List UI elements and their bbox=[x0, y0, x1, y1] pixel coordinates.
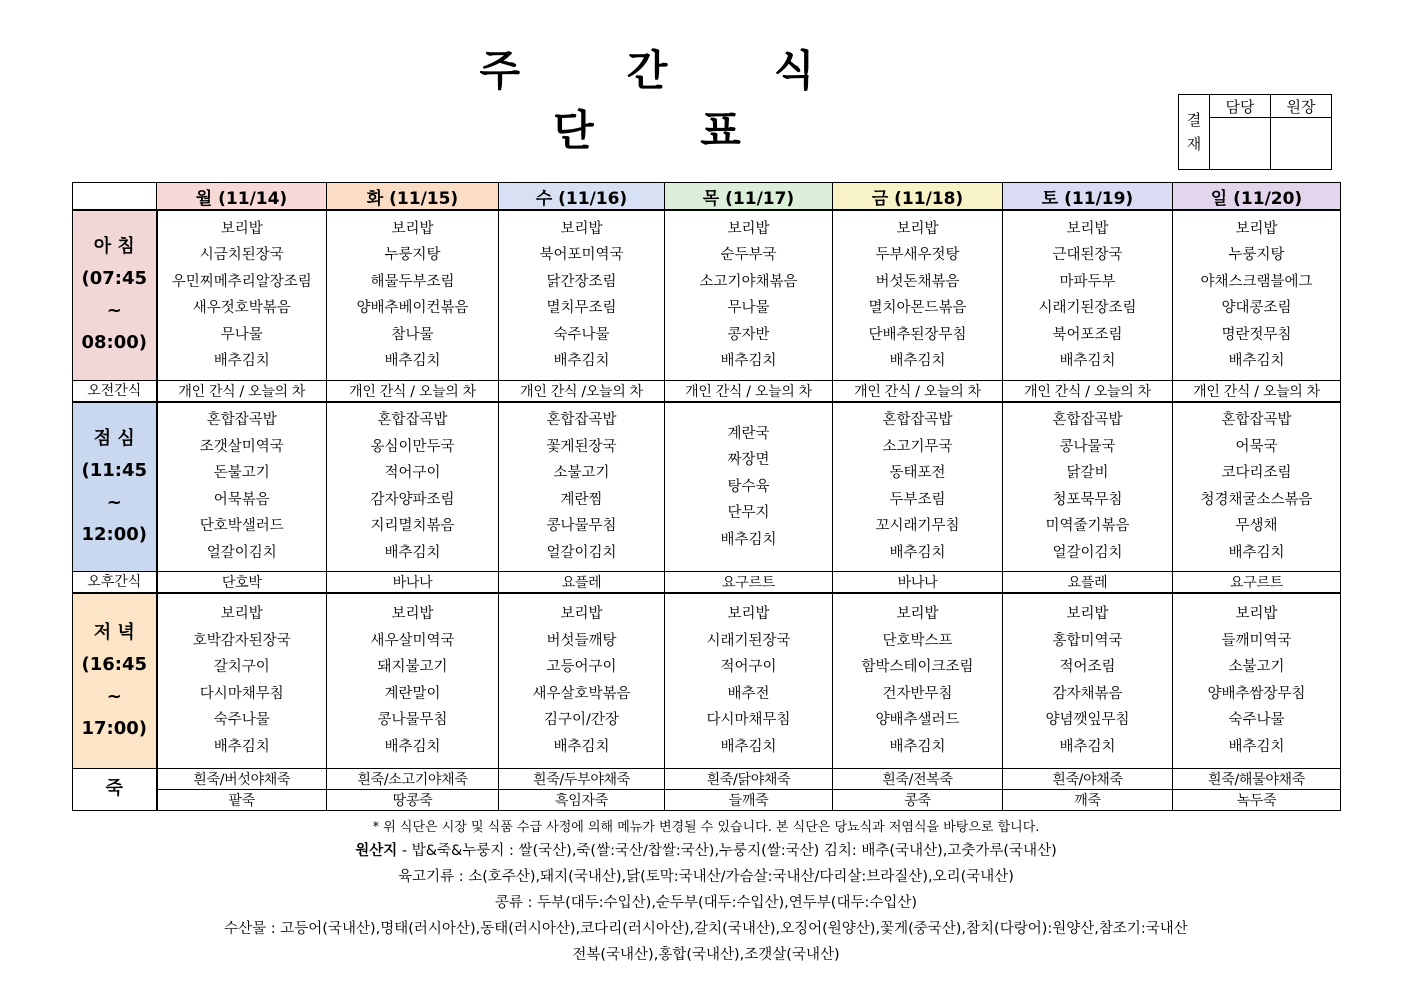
menu-item: 시래기된장조림 bbox=[1038, 300, 1137, 317]
menu-item: 멸치아몬드볶음 bbox=[868, 300, 967, 317]
menu-item: 혼합잡곡밥 bbox=[206, 412, 277, 429]
menu-item: 청경채굴소스볶음 bbox=[1200, 491, 1313, 508]
lunch-cell bbox=[1003, 402, 1173, 572]
lunch-label-tilde: ~ bbox=[106, 491, 122, 513]
menu-item: 혼합잡곡밥 bbox=[882, 412, 953, 429]
lunch-label-start: (11:45 bbox=[81, 459, 148, 481]
menu-item: 콩나물국 bbox=[1059, 438, 1116, 455]
lunch-row bbox=[73, 402, 1341, 572]
breakfast-cell bbox=[157, 210, 327, 380]
dinner-label-name: 저 녁 bbox=[93, 621, 135, 643]
day-header-tue: 화 (11/15) bbox=[327, 183, 499, 211]
origin-line-2: 육고기류 : 소(호주산),돼지(국내산),닭(토막:국내산/가슴살:국내산/다리살:브라질산),오리(국내산) bbox=[398, 869, 1014, 885]
menu-item: 미역줄기볶음 bbox=[1045, 518, 1130, 535]
menu-item: 멸치무조림 bbox=[546, 300, 617, 317]
menu-item: 보리밥 bbox=[220, 606, 263, 623]
disclaimer-text: * 위 식단은 시장 및 식품 수급 사정에 의해 메뉴가 변경될 수 있습니다. 본 식단은 당뇨식과 저염식을 바탕으로 합니다. bbox=[372, 820, 1040, 835]
menu-item: 보리밥 bbox=[560, 220, 603, 237]
menu-item: 단배추된장무침 bbox=[868, 326, 967, 343]
breakfast-cell bbox=[665, 210, 833, 380]
dinner-cell bbox=[499, 593, 665, 768]
menu-item: 배추김치 bbox=[1228, 353, 1285, 370]
menu-item: 콩나물무침 bbox=[546, 518, 617, 535]
menu-item: 배추김치 bbox=[384, 738, 441, 755]
porridge-cell: 팥죽 bbox=[157, 789, 327, 810]
origin-grain: - 밥&죽&누룽지 : 쌀(국산),죽(쌀:국산/찹쌀:국산),누룽지(쌀:국산) 김치: 배추(국내산),고춧가루(국내산) bbox=[397, 843, 1057, 859]
menu-item: 명란젓무침 bbox=[1221, 326, 1292, 343]
dinner-cell bbox=[665, 593, 833, 768]
menu-item: 배추김치 bbox=[384, 353, 441, 370]
menu-item: 소불고기 bbox=[1228, 659, 1285, 676]
menu-item: 호박감자된장국 bbox=[192, 632, 291, 649]
breakfast-label bbox=[73, 210, 157, 380]
menu-item: 돈불고기 bbox=[213, 465, 270, 482]
breakfast-label-start: (07:45 bbox=[81, 268, 148, 290]
lunch-cell bbox=[1173, 402, 1341, 572]
origin-line-1 bbox=[72, 838, 1340, 864]
menu-item: 북어포조림 bbox=[1052, 326, 1123, 343]
porridge-cell: 흰죽/야채죽 bbox=[1003, 768, 1173, 789]
am-snack-cell: 개인 간식 / 오늘의 차 bbox=[1003, 380, 1173, 402]
porridge-cell: 흰죽/전복죽 bbox=[833, 768, 1003, 789]
menu-item: 꼬시래기무침 bbox=[875, 518, 960, 535]
menu-item: 고등어구이 bbox=[546, 659, 617, 676]
breakfast-cell bbox=[833, 210, 1003, 380]
menu-item: 얼갈이김치 bbox=[546, 544, 617, 561]
pm-snack-row bbox=[73, 572, 1341, 594]
menu-item: 배추김치 bbox=[720, 738, 777, 755]
am-snack-row bbox=[73, 380, 1341, 402]
menu-item: 양념깻잎무침 bbox=[1045, 712, 1130, 729]
lunch-cell bbox=[157, 402, 327, 572]
menu-item: 북어포미역국 bbox=[539, 247, 624, 264]
pm-snack-cell: 바나나 bbox=[833, 572, 1003, 594]
menu-item: 양배추쌈장무침 bbox=[1207, 685, 1306, 702]
menu-item: 순두부국 bbox=[720, 247, 777, 264]
menu-item: 코다리조림 bbox=[1221, 465, 1292, 482]
menu-item: 배추김치 bbox=[553, 738, 610, 755]
menu-item: 무나물 bbox=[727, 300, 770, 317]
approval-label-1: 결 bbox=[1186, 111, 1202, 129]
menu-item: 새우살호박볶음 bbox=[532, 685, 631, 702]
menu-item: 동태포전 bbox=[889, 465, 946, 482]
dinner-cell bbox=[327, 593, 499, 768]
menu-item: 배추김치 bbox=[384, 544, 441, 561]
menu-item: 다시마채무침 bbox=[706, 712, 791, 729]
menu-item: 들깨미역국 bbox=[1221, 632, 1292, 649]
lunch-cell bbox=[327, 402, 499, 572]
menu-item: 계란찜 bbox=[560, 491, 603, 508]
dinner-cell bbox=[833, 593, 1003, 768]
menu-item: 배추김치 bbox=[213, 353, 270, 370]
menu-item: 보리밥 bbox=[727, 220, 770, 237]
menu-item: 시래기된장국 bbox=[706, 632, 791, 649]
menu-item: 콩나물무침 bbox=[377, 712, 448, 729]
menu-item: 단무지 bbox=[727, 505, 770, 521]
porridge-cell: 흑임자죽 bbox=[499, 789, 665, 810]
porridge-cell: 콩죽 bbox=[833, 789, 1003, 810]
dinner-cell bbox=[1003, 593, 1173, 768]
menu-item: 보리밥 bbox=[896, 220, 939, 237]
dinner-label-tilde: ~ bbox=[106, 685, 122, 707]
am-snack-cell: 개인 간식 / 오늘의 차 bbox=[157, 380, 327, 402]
approval-label-2: 재 bbox=[1186, 135, 1202, 153]
pm-snack-cell: 요구르트 bbox=[665, 572, 833, 594]
menu-item: 계란국 bbox=[727, 425, 770, 442]
porridge-cell: 흰죽/버섯야채죽 bbox=[157, 768, 327, 789]
porridge-label: 죽 bbox=[73, 768, 157, 810]
am-snack-cell: 개인 간식 / 오늘의 차 bbox=[665, 380, 833, 402]
breakfast-cell bbox=[499, 210, 665, 380]
approval-col-staff: 담당 bbox=[1210, 95, 1271, 118]
menu-item: 시금치된장국 bbox=[199, 247, 284, 264]
menu-item: 배추김치 bbox=[720, 531, 777, 548]
menu-item: 청포묵무침 bbox=[1052, 491, 1123, 508]
porridge-cell: 땅콩죽 bbox=[327, 789, 499, 810]
menu-item: 배추김치 bbox=[889, 544, 946, 561]
dinner-label-end: 17:00) bbox=[81, 717, 148, 739]
menu-item: 양배추베이컨볶음 bbox=[356, 300, 469, 317]
menu-item: 해물두부조림 bbox=[370, 273, 455, 290]
origin-line-3: 콩류 : 두부(대두:수입산),순두부(대두:수입산),연두부(대두:수입산) bbox=[494, 895, 918, 911]
dinner-row bbox=[73, 593, 1341, 768]
approval-col-director: 원장 bbox=[1271, 95, 1332, 118]
menu-item: 야채스크램블에그 bbox=[1200, 273, 1313, 290]
menu-item: 배추김치 bbox=[1059, 353, 1116, 370]
menu-item: 어묵국 bbox=[1235, 438, 1278, 455]
dinner-label-start: (16:45 bbox=[81, 653, 148, 675]
porridge-row-1 bbox=[73, 768, 1341, 789]
breakfast-cell bbox=[1003, 210, 1173, 380]
menu-item: 숙주나물 bbox=[213, 712, 270, 729]
porridge-cell: 녹두죽 bbox=[1173, 789, 1341, 810]
menu-item: 혼합잡곡밥 bbox=[377, 412, 448, 429]
menu-item: 보리밥 bbox=[391, 220, 434, 237]
menu-item: 혼합잡곡밥 bbox=[1052, 412, 1123, 429]
menu-item: 얼갈이김치 bbox=[206, 544, 277, 561]
menu-item: 배추전 bbox=[727, 685, 770, 702]
day-header-thu: 목 (11/17) bbox=[665, 183, 833, 211]
menu-item: 보리밥 bbox=[560, 606, 603, 623]
menu-item: 보리밥 bbox=[1066, 606, 1109, 623]
menu-item: 무생채 bbox=[1235, 518, 1278, 535]
menu-item: 보리밥 bbox=[1066, 220, 1109, 237]
dinner-label bbox=[73, 593, 157, 768]
approval-sign-staff bbox=[1210, 118, 1271, 170]
pm-snack-cell: 단호박 bbox=[157, 572, 327, 594]
origin-label: 원산지 bbox=[355, 843, 398, 859]
page-title: 주 간 식 단 표 bbox=[479, 46, 861, 155]
menu-item: 조갯살미역국 bbox=[199, 438, 284, 455]
menu-item: 함박스테이크조림 bbox=[861, 659, 974, 676]
menu-item: 양대콩조림 bbox=[1221, 300, 1292, 317]
menu-item: 참나물 bbox=[391, 326, 434, 343]
menu-item: 버섯들깨탕 bbox=[546, 632, 617, 649]
approval-sign-director bbox=[1271, 118, 1332, 170]
breakfast-label-end: 08:00) bbox=[81, 332, 148, 354]
porridge-cell: 깨죽 bbox=[1003, 789, 1173, 810]
menu-item: 버섯돈채볶음 bbox=[875, 273, 960, 290]
menu-item: 탕수육 bbox=[727, 478, 770, 495]
menu-item: 계란말이 bbox=[384, 685, 441, 702]
porridge-cell: 흰죽/해물야채죽 bbox=[1173, 768, 1341, 789]
dinner-cell bbox=[1173, 593, 1341, 768]
menu-item: 보리밥 bbox=[220, 220, 263, 237]
menu-item: 무나물 bbox=[220, 326, 263, 343]
am-snack-cell: 개인 간식 / 오늘의 차 bbox=[833, 380, 1003, 402]
am-snack-label: 오전간식 bbox=[73, 380, 157, 402]
menu-item: 혼합잡곡밥 bbox=[546, 412, 617, 429]
menu-item: 두부새우젓탕 bbox=[875, 247, 960, 264]
pm-snack-cell: 요플레 bbox=[1003, 572, 1173, 594]
porridge-cell: 흰죽/닭야채죽 bbox=[665, 768, 833, 789]
am-snack-cell: 개인 간식 / 오늘의 차 bbox=[1173, 380, 1341, 402]
menu-item: 짜장면 bbox=[727, 452, 770, 468]
day-header-fri: 금 (11/18) bbox=[833, 183, 1003, 211]
menu-item: 보리밥 bbox=[727, 606, 770, 623]
menu-item: 닭간장조림 bbox=[546, 273, 617, 290]
menu-item: 보리밥 bbox=[1235, 220, 1278, 237]
corner-cell bbox=[73, 183, 157, 211]
menu-item: 숙주나물 bbox=[553, 326, 610, 343]
menu-item: 소고기야채볶음 bbox=[699, 273, 798, 290]
menu-item: 배추김치 bbox=[213, 738, 270, 755]
menu-item: 어묵볶음 bbox=[213, 491, 270, 508]
menu-item: 꽃게된장국 bbox=[546, 438, 617, 455]
menu-item: 단호박샐러드 bbox=[199, 518, 284, 535]
pm-snack-cell: 요구르트 bbox=[1173, 572, 1341, 594]
porridge-cell: 흰죽/두부야채죽 bbox=[499, 768, 665, 789]
approval-label bbox=[1179, 95, 1210, 170]
menu-item: 적어구이 bbox=[384, 465, 441, 482]
origin-line-4: 수산물 : 고등어(국내산),명태(러시아산),동태(러시아산),코다리(러시아산),갈치(국내산),오징어(원양산),꽃게(중국산),참치(다랑어):원양산,참조기:국내산 bbox=[224, 921, 1188, 937]
day-header-sat: 토 (11/19) bbox=[1003, 183, 1173, 211]
menu-item: 우민찌메추리알장조림 bbox=[171, 273, 312, 290]
weekly-menu-table bbox=[72, 182, 1341, 811]
menu-item: 지리멸치볶음 bbox=[370, 518, 455, 535]
menu-item: 건자반무침 bbox=[882, 685, 953, 702]
lunch-label bbox=[73, 402, 157, 572]
menu-item: 소불고기 bbox=[553, 465, 610, 482]
menu-item: 홍합미역국 bbox=[1052, 632, 1123, 649]
day-header-wed: 수 (11/16) bbox=[499, 183, 665, 211]
menu-item: 배추김치 bbox=[1059, 738, 1116, 755]
menu-item: 배추김치 bbox=[1228, 738, 1285, 755]
pm-snack-cell: 요플레 bbox=[499, 572, 665, 594]
menu-item: 혼합잡곡밥 bbox=[1221, 412, 1292, 429]
menu-item: 숙주나물 bbox=[1228, 712, 1285, 729]
breakfast-row bbox=[73, 210, 1341, 380]
menu-item: 적어조림 bbox=[1059, 659, 1116, 676]
origin-line-5: 전복(국내산),홍합(국내산),조갯살(국내산) bbox=[572, 947, 840, 963]
day-header-mon: 월 (11/14) bbox=[157, 183, 327, 211]
menu-item: 소고기무국 bbox=[882, 438, 953, 455]
approval-box bbox=[1178, 94, 1332, 170]
pm-snack-cell: 바나나 bbox=[327, 572, 499, 594]
dinner-cell bbox=[157, 593, 327, 768]
menu-item: 감자채볶음 bbox=[1052, 685, 1123, 702]
porridge-cell: 흰죽/소고기야채죽 bbox=[327, 768, 499, 789]
menu-item: 누룽지탕 bbox=[384, 247, 441, 264]
am-snack-cell: 개인 간식 /오늘의 차 bbox=[499, 380, 665, 402]
lunch-cell bbox=[833, 402, 1003, 572]
menu-item: 배추김치 bbox=[553, 353, 610, 370]
menu-item: 배추김치 bbox=[889, 353, 946, 370]
menu-item: 다시마채무침 bbox=[199, 685, 284, 702]
notes-section bbox=[72, 818, 1340, 968]
menu-item: 옹심이만두국 bbox=[370, 438, 455, 455]
menu-item: 적어구이 bbox=[720, 659, 777, 676]
lunch-cell bbox=[665, 402, 833, 572]
day-header-sun: 일 (11/20) bbox=[1173, 183, 1341, 211]
menu-item: 배추김치 bbox=[889, 738, 946, 755]
breakfast-label-name: 아 침 bbox=[93, 236, 135, 258]
menu-item: 두부조림 bbox=[889, 491, 946, 508]
menu-item: 배추김치 bbox=[1228, 544, 1285, 561]
day-header-row bbox=[73, 183, 1341, 211]
breakfast-cell bbox=[1173, 210, 1341, 380]
menu-item: 김구이/간장 bbox=[544, 712, 619, 729]
menu-item: 보리밥 bbox=[391, 606, 434, 623]
porridge-cell: 들깨죽 bbox=[665, 789, 833, 810]
menu-item: 감자양파조림 bbox=[370, 491, 455, 508]
menu-item: 새우젓호박볶음 bbox=[192, 300, 291, 317]
porridge-row-2 bbox=[73, 789, 1341, 810]
breakfast-cell bbox=[327, 210, 499, 380]
menu-item: 양배추샐러드 bbox=[875, 712, 960, 729]
menu-item: 얼갈이김치 bbox=[1052, 544, 1123, 561]
menu-item: 새우살미역국 bbox=[370, 632, 455, 649]
menu-item: 보리밥 bbox=[1235, 606, 1278, 623]
menu-item: 콩자반 bbox=[727, 326, 770, 343]
menu-item: 누룽지탕 bbox=[1228, 247, 1285, 264]
lunch-label-name: 점 심 bbox=[93, 427, 135, 449]
menu-item: 갈치구이 bbox=[213, 659, 270, 676]
breakfast-label-tilde: ~ bbox=[106, 300, 122, 322]
menu-item: 배추김치 bbox=[720, 353, 777, 370]
lunch-cell bbox=[499, 402, 665, 572]
menu-item: 돼지불고기 bbox=[377, 659, 448, 676]
menu-item: 닭갈비 bbox=[1066, 465, 1109, 482]
menu-item: 근대된장국 bbox=[1052, 247, 1123, 264]
lunch-label-end: 12:00) bbox=[81, 523, 148, 545]
menu-item: 마파두부 bbox=[1059, 273, 1116, 290]
menu-item: 단호박스프 bbox=[882, 632, 953, 649]
am-snack-cell: 개인 간식 / 오늘의 차 bbox=[327, 380, 499, 402]
pm-snack-label: 오후간식 bbox=[73, 572, 157, 594]
menu-item: 보리밥 bbox=[896, 606, 939, 623]
